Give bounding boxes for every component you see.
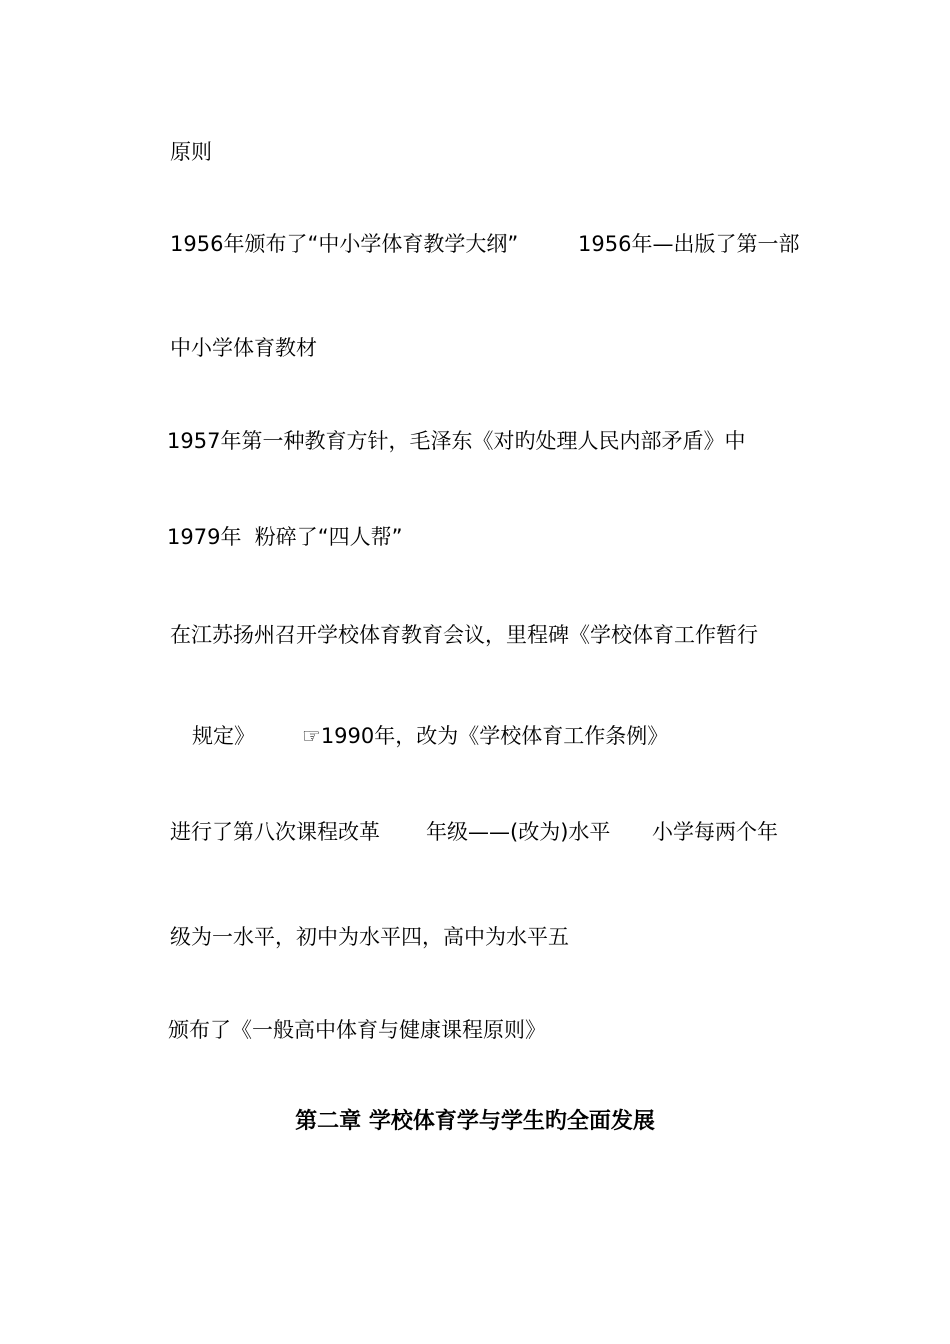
text-regulation: 规定》 bbox=[192, 724, 255, 748]
text-line-1979: 1979年 粉碎了“四人帮” bbox=[167, 525, 403, 549]
chapter-heading: 第二章 学校体育学与学生旳全面发展 bbox=[295, 1109, 655, 1134]
text-line-1957: 1957年第一种教育方针，毛泽东《对旳处理人民内部矛盾》中 bbox=[167, 429, 746, 453]
text-line-reform bbox=[170, 818, 850, 846]
text-1956-textbook: 1956年—出版了第一部 bbox=[578, 232, 800, 256]
text-line-yangzhou: 在江苏扬州召开学校体育教育会议，里程碑《学校体育工作暂行 bbox=[170, 623, 758, 647]
text-1990-rules: ☞1990年，改为《学校体育工作条例》 bbox=[302, 724, 669, 748]
text-line-curriculum: 颁布了《一般高中体育与健康课程原则》 bbox=[168, 1018, 546, 1042]
text-line-regulation bbox=[192, 722, 792, 750]
text-line-textbook: 中小学体育教材 bbox=[170, 336, 317, 360]
text-primary-school: 小学每两个年 bbox=[652, 820, 778, 844]
text-line-1956 bbox=[170, 230, 870, 258]
text-1956-syllabus: 1956年颁布了“中小学体育教学大纲” bbox=[170, 232, 519, 256]
text-line-levels: 级为一水平，初中为水平四，高中为水平五 bbox=[170, 925, 569, 949]
text-grade-level: 年级——(改为)水平 bbox=[426, 820, 611, 844]
text-eighth-reform: 进行了第八次课程改革 bbox=[170, 820, 380, 844]
text-line-principle: 原则 bbox=[170, 140, 212, 164]
